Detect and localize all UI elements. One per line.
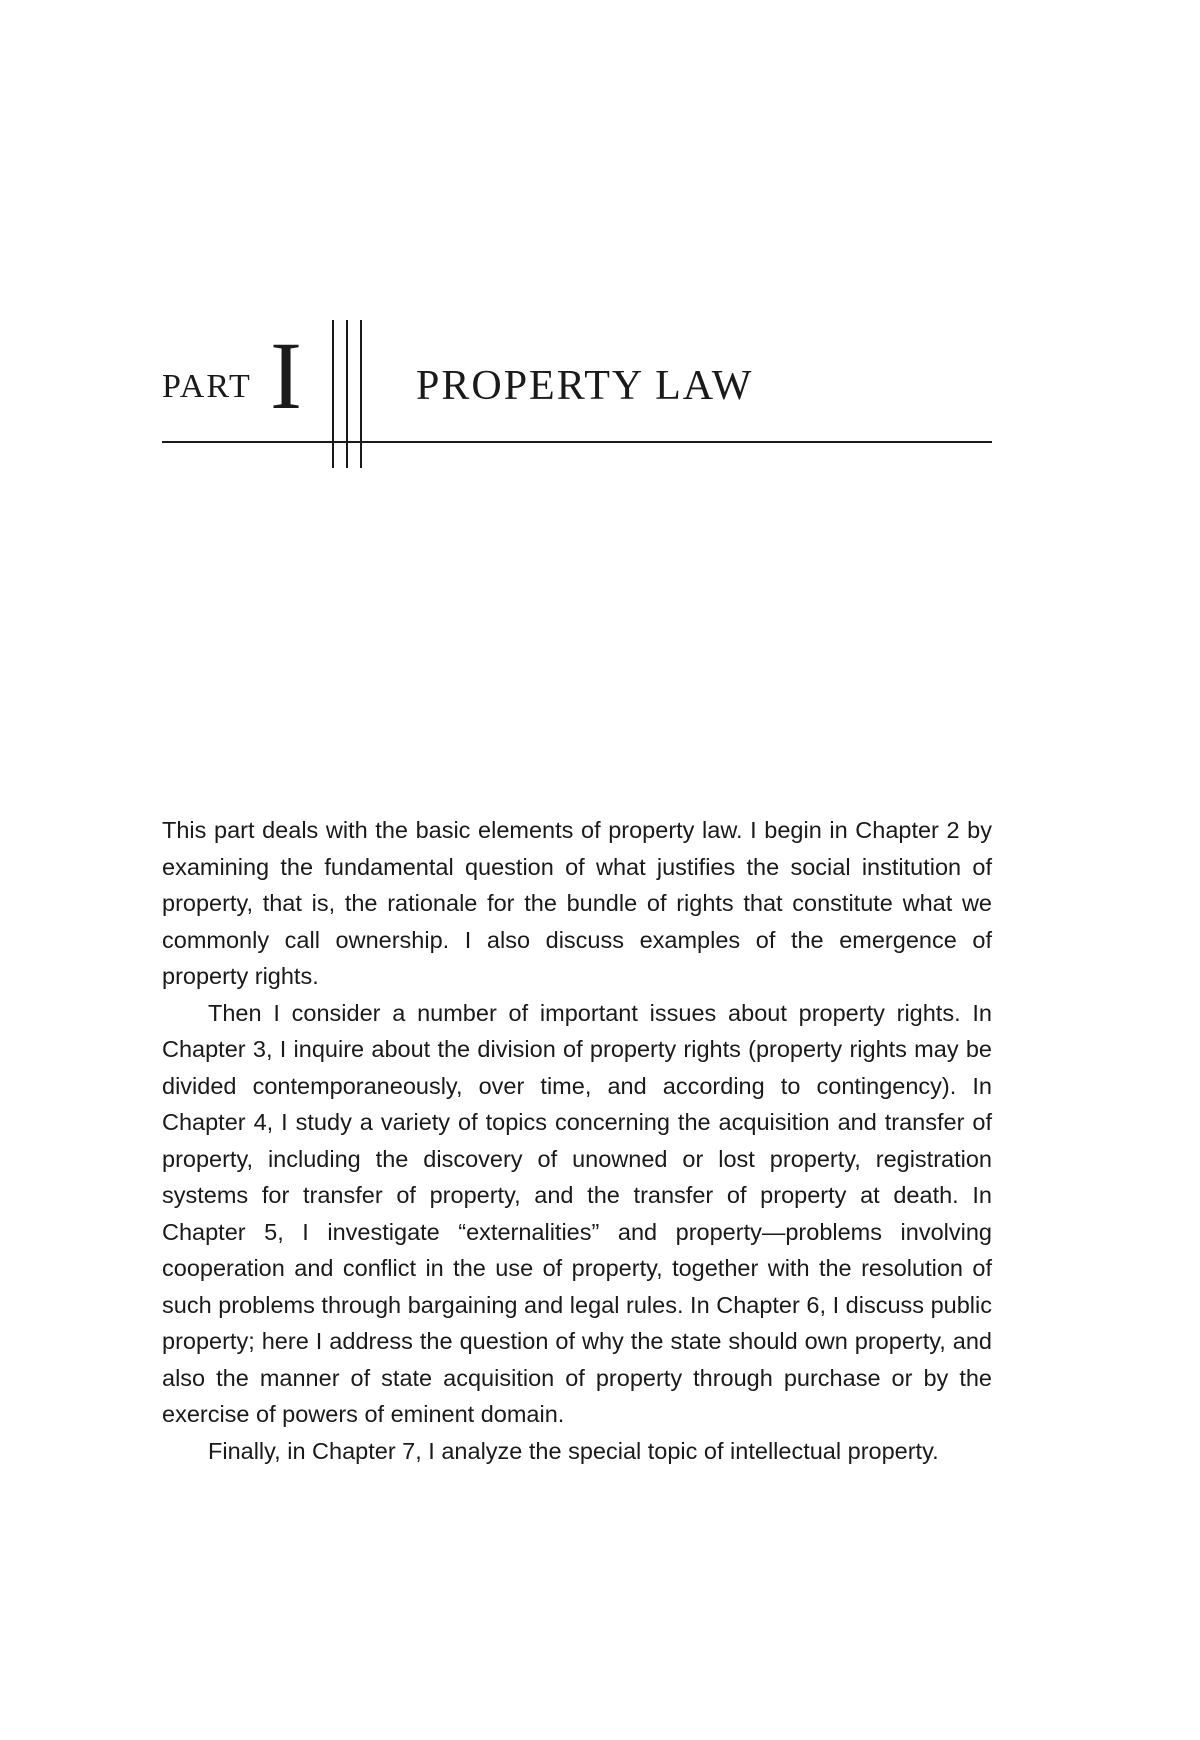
part-title: PROPERTY LAW [416, 363, 754, 409]
paragraph: This part deals with the basic elements of property law. I begin in Chapter 2 by examining the fundamental question of what justifies the social institution of property, that is, the rationale for the bundle of rights that constitute what we commonly call ownership. I also discuss examples of the emergence of property rights. [162, 817, 992, 989]
paragraph: Finally, in Chapter 7, I analyze the special topic of intellectual property. [208, 1437, 939, 1464]
part-number: I [270, 322, 302, 429]
body-text [162, 812, 992, 1469]
part-header [162, 320, 992, 470]
ornament-vertical-bar [346, 320, 348, 468]
ornament-vertical-bar [332, 320, 334, 468]
header-rule [162, 441, 992, 443]
part-label: PART [162, 368, 252, 405]
paragraph: Then I consider a number of important issues about property rights. In Chapter 3, I inquire about the division of property rights (property rights may be divided contemporaneously, over time, and according to contingency). In Chapter 4, I study a variety of topics concerning the acquisition and transfer of property, including the discovery of unowned or lost property, registration systems for transfer of property, and the transfer of property at death. In Chapter 5, I investigate “externalities” and property—problems involving cooperation and conflict in the use of property, together with the resolution of such problems through bargaining and legal rules. In Chapter 6, I discuss public property; here I address the question of why the state should own property, and also the manner of state acquisition of property through purchase or by the exercise of powers of eminent domain. [162, 999, 992, 1427]
ornament-vertical-bar [360, 320, 362, 468]
